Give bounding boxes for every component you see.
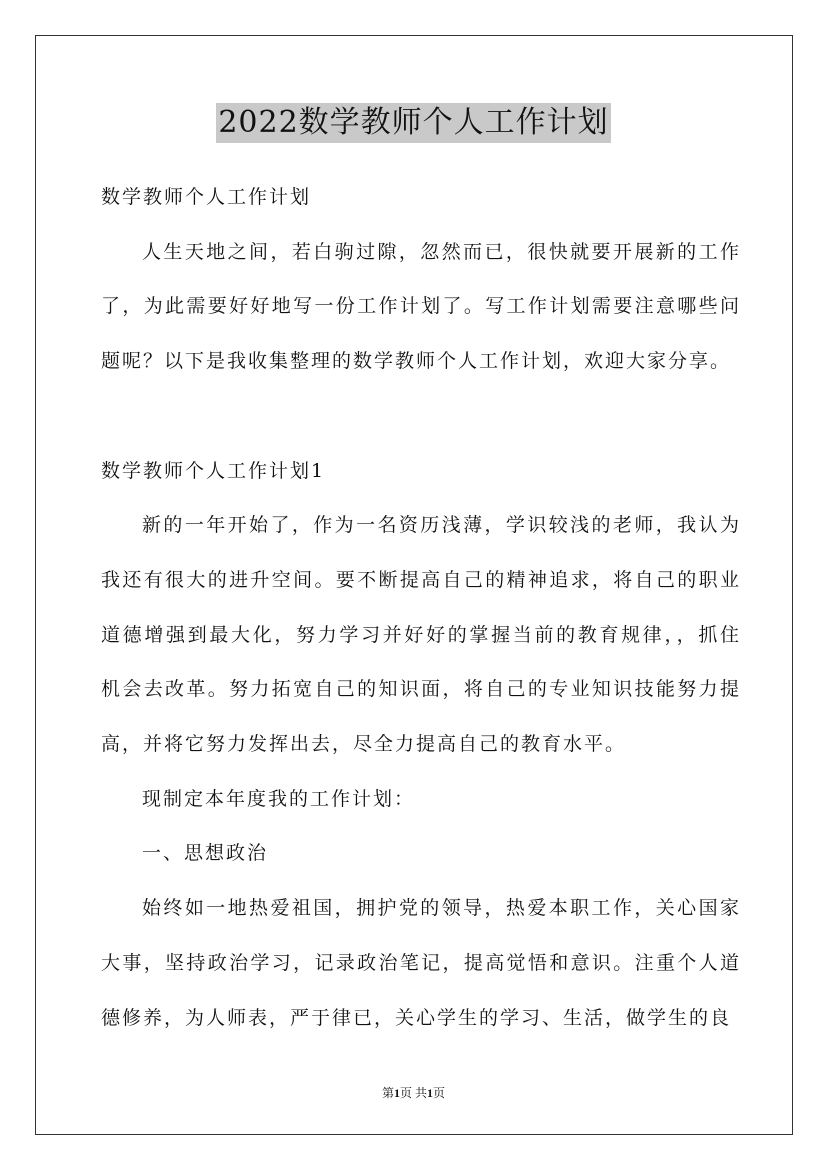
- footer-prefix: 第: [381, 1086, 394, 1100]
- footer-middle: 页 共: [399, 1086, 427, 1100]
- footer-page-number: 1: [393, 1086, 400, 1100]
- footer-page-total: 1: [427, 1086, 433, 1100]
- subsection-heading: 一、思想政治: [142, 842, 269, 865]
- page-footer: [0, 1084, 827, 1101]
- section-heading-intro: 数学教师个人工作计划: [101, 186, 312, 208]
- body-paragraph: 始终如一地热爱祖国，拥护党的领导，热爱本职工作，关心国家大事，坚持政治学习，记录政治笔记，提高觉悟和意识。注重个人道德修养，为人师表，严于律已，关心学生的学习、生活，做学生的良: [101, 897, 741, 1029]
- blank-line: [101, 389, 741, 444]
- body-paragraph: 现制定本年度我的工作计划：: [142, 787, 416, 810]
- body-paragraph: 新的一年开始了，作为一名资历浅薄，学识较浅的老师，我认为我还有很大的进升空间。要不断提高自己的精神追求，将自己的职业道德增强到最大化，努力学习并好好的掌握当前的教育规律，，抓住机会去改革。努力拓宽自己的知识面，将自己的专业知识技能努力提高，并将它努力发挥出去，尽全力提高自己的教育水平。: [101, 514, 741, 756]
- footer-suffix: 页: [433, 1086, 446, 1100]
- section-heading-plan-1: 数学教师个人工作计划1: [101, 459, 326, 482]
- title-container: [0, 103, 827, 143]
- intro-paragraph: 人生天地之间，若白驹过隙，忽然而已，很快就要开展新的工作了，为此需要好好地写一份工作计划了。写工作计划需要注意哪些问题呢？以下是我收集整理的数学教师个人工作计划，欢迎大家分享。: [101, 240, 741, 373]
- document-title: 2022数学教师个人工作计划: [216, 103, 610, 143]
- document-body: [101, 170, 741, 1045]
